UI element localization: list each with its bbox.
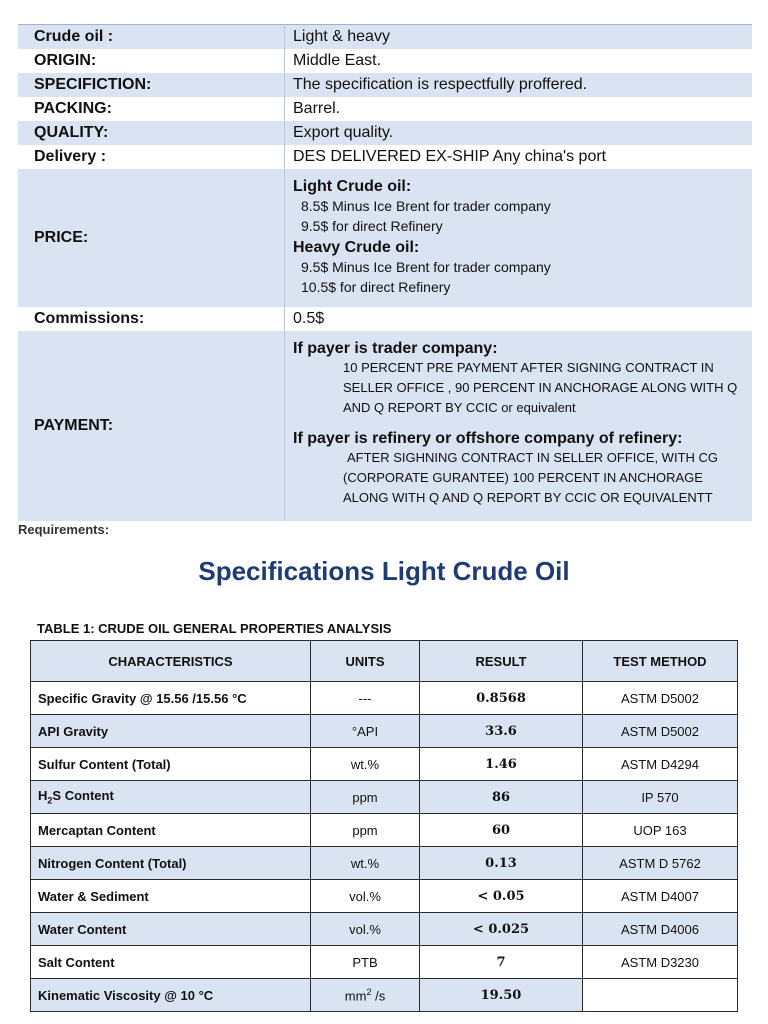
trader-payment-title: If payer is trader company: [293, 340, 498, 357]
cell-characteristic: Nitrogen Content (Total) [31, 847, 311, 880]
refinery-payment-title: If payer is refinery or offshore company of refinery: [293, 430, 683, 447]
table-row [31, 880, 738, 913]
cell-result: 0.13 [420, 847, 583, 880]
price-label: PRICE: [18, 169, 285, 307]
offer-row [18, 97, 752, 121]
offer-value: DES DELIVERED EX-SHIP Any china's port [285, 145, 753, 169]
cell-characteristic: Water Content [31, 913, 311, 946]
cut-off-text [18, 522, 758, 540]
table-row [31, 715, 738, 748]
price-row [18, 169, 752, 307]
offer-row [18, 25, 752, 50]
payment-line: AND Q REPORT BY CCIC or equivalent [343, 400, 576, 415]
cell-method: UOP 163 [583, 814, 738, 847]
table-row [31, 781, 738, 814]
offer-value: Barrel. [285, 97, 753, 121]
offer-table [18, 24, 752, 521]
offer-value: The specification is respectfully proffered. [285, 73, 753, 97]
offer-row [18, 145, 752, 169]
cell-unit: wt.% [311, 748, 420, 781]
cell-unit: --- [311, 682, 420, 715]
cut-off-text-content: Requirements: [18, 522, 110, 537]
payment-line: SELLER OFFICE , 90 PERCENT IN ANCHORAGE ALONG WITH Q [343, 380, 738, 395]
payment-label: PAYMENT: [18, 331, 285, 521]
cell-method: ASTM D5002 [583, 682, 738, 715]
cell-characteristic: Specific Gravity @ 15.56 /15.56 °C [31, 682, 311, 715]
cell-unit: PTB [311, 946, 420, 979]
price-line: 10.5$ for direct Refinery [301, 279, 451, 295]
cell-characteristic: Water & Sediment [31, 880, 311, 913]
payment-line: ALONG WITH Q AND Q REPORT BY CCIC OR EQUIVALENTT [343, 490, 713, 505]
offer-label: Crude oil : [18, 25, 285, 50]
offer-row [18, 121, 752, 145]
payment-value [285, 331, 753, 521]
offer-label: Delivery : [18, 145, 285, 169]
cell-unit: vol.% [311, 880, 420, 913]
char-subscript: 2 [47, 795, 53, 806]
cell-result: 60 [420, 814, 583, 847]
header-units: UNITS [311, 641, 420, 682]
commissions-value: 0.5$ [285, 307, 753, 331]
char-text: S Content [52, 788, 114, 804]
cell-result: 19.50 [420, 979, 583, 1012]
cell-result: 0.8568 [420, 682, 583, 715]
cell-result: 86 [420, 781, 583, 814]
offer-value: Light & heavy [285, 25, 753, 50]
table-row [31, 682, 738, 715]
price-value [285, 169, 753, 307]
cell-characteristic [31, 781, 311, 814]
table-row [31, 847, 738, 880]
header-characteristics: CHARACTERISTICS [31, 641, 311, 682]
offer-label: SPECIFICTION: [18, 73, 285, 97]
cell-unit: ppm [311, 814, 420, 847]
light-price-title: Light Crude oil: [293, 178, 412, 195]
unit-superscript: 2 [366, 986, 372, 997]
cell-characteristic: API Gravity [31, 715, 311, 748]
cell-method: ASTM D 5762 [583, 847, 738, 880]
offer-value: Middle East. [285, 49, 753, 73]
commissions-label: Commissions: [18, 307, 285, 331]
price-line: 9.5$ Minus Ice Brent for trader company [301, 259, 551, 275]
cell-characteristic: Mercaptan Content [31, 814, 311, 847]
table-row [31, 979, 738, 1012]
price-line: 8.5$ Minus Ice Brent for trader company [301, 198, 551, 214]
cell-method: ASTM D4006 [583, 913, 738, 946]
cell-result: 7 [420, 946, 583, 979]
cell-result: < 0.025 [420, 913, 583, 946]
char-text: H [38, 788, 48, 804]
price-line: 9.5$ for direct Refinery [301, 218, 443, 234]
cell-method: ASTM D4007 [583, 880, 738, 913]
commissions-row [18, 307, 752, 331]
cell-result: 1.46 [420, 748, 583, 781]
offer-value: Export quality. [285, 121, 753, 145]
unit-text: /s [371, 988, 386, 1004]
cell-method: ASTM D4294 [583, 748, 738, 781]
payment-line: 10 PERCENT PRE PAYMENT AFTER SIGNING CONTRACT IN [343, 360, 714, 375]
spec-table [30, 640, 738, 1012]
cell-method: ASTM D5002 [583, 715, 738, 748]
offer-label: QUALITY: [18, 121, 285, 145]
table-row [31, 913, 738, 946]
header-test-method: TEST METHOD [583, 641, 738, 682]
page-title: Specifications Light Crude Oil [198, 556, 570, 586]
table-row [31, 814, 738, 847]
offer-label: PACKING: [18, 97, 285, 121]
table-row [31, 946, 738, 979]
cell-unit: vol.% [311, 913, 420, 946]
cell-unit: wt.% [311, 847, 420, 880]
payment-line: (CORPORATE GURANTEE) 100 PERCENT IN ANCHORAGE [343, 470, 703, 485]
cell-unit: °API [311, 715, 420, 748]
payment-row [18, 331, 752, 521]
payment-line: AFTER SIGHNING CONTRACT IN SELLER OFFICE, WITH CG [347, 450, 719, 465]
cell-characteristic: Kinematic Viscosity @ 10 °C [31, 979, 311, 1012]
table-caption: TABLE 1: CRUDE OIL GENERAL PROPERTIES ANALYSIS [37, 621, 392, 636]
offer-row [18, 49, 752, 73]
cell-unit: ppm [311, 781, 420, 814]
cell-result: < 0.05 [420, 880, 583, 913]
cell-result: 33.6 [420, 715, 583, 748]
cell-unit [311, 979, 420, 1012]
cell-characteristic: Sulfur Content (Total) [31, 748, 311, 781]
table-row [31, 748, 738, 781]
offer-row [18, 73, 752, 97]
unit-text: mm [344, 988, 367, 1004]
heavy-price-title: Heavy Crude oil: [293, 239, 420, 256]
cell-method: IP 570 [583, 781, 738, 814]
cell-characteristic: Salt Content [31, 946, 311, 979]
header-result: RESULT [420, 641, 583, 682]
cell-method: ASTM D3230 [583, 946, 738, 979]
spec-header-row [31, 641, 738, 682]
offer-label: ORIGIN: [18, 49, 285, 73]
cell-method [583, 979, 738, 1012]
